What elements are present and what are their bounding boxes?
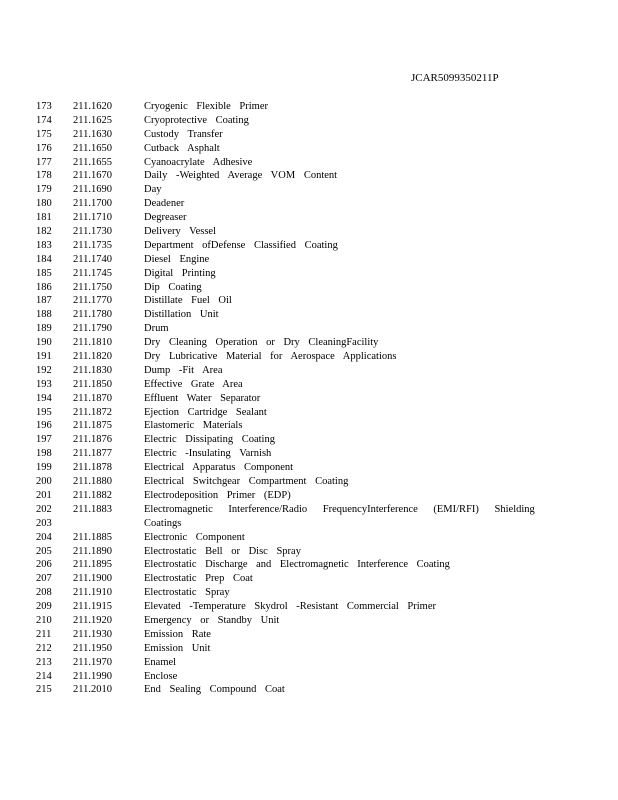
definition-row [0, 489, 618, 503]
defined-term: Electric -Insulating Varnish [144, 448, 272, 460]
line-number: 206 [36, 559, 52, 571]
defined-term: Deadener [144, 198, 185, 210]
definition-row [0, 253, 618, 267]
section-number: 211.1900 [73, 573, 112, 585]
definition-row [0, 308, 618, 322]
definition-row [0, 683, 618, 697]
line-number: 210 [36, 614, 52, 626]
line-number: 188 [36, 309, 52, 321]
defined-term: Enamel [144, 656, 177, 668]
line-number: 200 [36, 476, 52, 488]
definition-row [0, 183, 618, 197]
section-number: 211.1700 [73, 198, 112, 210]
defined-term: Effluent Water Separator [144, 392, 261, 404]
section-number: 211.1820 [73, 351, 112, 363]
defined-term: Day [144, 184, 162, 196]
definition-row [0, 461, 618, 475]
definition-row [0, 378, 618, 392]
line-number: 182 [36, 226, 52, 238]
section-number: 211.1920 [73, 614, 112, 626]
line-number: 183 [36, 239, 52, 251]
section-number: 211.1745 [73, 267, 112, 279]
definition-row [0, 628, 618, 642]
line-number: 197 [36, 434, 52, 446]
definition-row [0, 211, 618, 225]
section-number: 211.1780 [73, 309, 112, 321]
line-number: 195 [36, 406, 52, 418]
line-number: 181 [36, 212, 52, 224]
line-number: 214 [36, 670, 52, 682]
section-number: 211.1730 [73, 226, 112, 238]
defined-term: Emergency or Standby Unit [144, 614, 280, 626]
defined-term: Degreaser [144, 212, 187, 224]
defined-term: Distillation Unit [144, 309, 219, 321]
line-number: 194 [36, 392, 52, 404]
section-number: 211.1650 [73, 142, 112, 154]
line-number: 189 [36, 323, 52, 335]
section-number: 211.1970 [73, 656, 112, 668]
definition-row [0, 517, 618, 531]
section-number: 211.1810 [73, 337, 112, 349]
definition-row [0, 670, 618, 684]
line-number: 173 [36, 101, 52, 112]
defined-term: Effective Grate Area [144, 378, 243, 390]
defined-term: Department ofDefense Classified Coating [144, 239, 338, 251]
line-number: 178 [36, 170, 52, 182]
defined-term: Daily -Weighted Average VOM Content [144, 170, 338, 182]
definition-row [0, 336, 618, 350]
section-number: 211.1630 [73, 128, 112, 140]
definition-row [0, 419, 618, 433]
definition-row [0, 156, 618, 170]
line-number: 176 [36, 142, 52, 154]
defined-term: Elastomeric Materials [144, 420, 243, 432]
line-number: 204 [36, 531, 52, 543]
section-number: 211.1770 [73, 295, 112, 307]
section-number: 211.1625 [73, 114, 112, 126]
defined-term: Ejection Cartridge Sealant [144, 406, 267, 418]
section-number: 211.1655 [73, 156, 112, 168]
definition-row [0, 239, 618, 253]
defined-term: Electronic Component [144, 531, 245, 543]
definition-row [0, 614, 618, 628]
definition-row [0, 656, 618, 670]
section-number: 211.1690 [73, 184, 112, 196]
line-number: 196 [36, 420, 52, 432]
defined-term: Dump -Fit Area [144, 364, 223, 376]
line-number: 191 [36, 351, 52, 363]
defined-term: Electrical Apparatus Component [144, 462, 294, 474]
defined-term: Electrostatic Discharge and Electromagnetic Interference Coating [144, 559, 450, 571]
defined-term: Electric Dissipating Coating [144, 434, 275, 446]
defined-term: Electrical Switchgear Compartment Coating [144, 476, 349, 488]
defined-term: Emission Unit [144, 642, 211, 654]
definition-row [0, 586, 618, 600]
line-number: 186 [36, 281, 52, 293]
line-number: 215 [36, 684, 52, 696]
defined-term: Dip Coating [144, 281, 202, 293]
line-number: 209 [36, 601, 52, 613]
section-number: 211.1620 [73, 101, 112, 112]
section-number: 211.1850 [73, 378, 112, 390]
defined-term: Elevated -Temperature Skydrol -Resistant Commercial Primer [144, 601, 436, 613]
document-id: JCAR5099350211P [411, 72, 499, 84]
line-number: 177 [36, 156, 52, 168]
section-number: 211.1670 [73, 170, 112, 182]
defined-term: End Sealing Compound Coat [144, 684, 285, 696]
defined-term: Dry Lubricative Material for Aerospace Applications [144, 351, 397, 363]
section-number: 211.1885 [73, 531, 112, 543]
definition-row [0, 406, 618, 420]
section-number: 211.1750 [73, 281, 112, 293]
section-number: 211.2010 [73, 684, 112, 696]
defined-term: Electromagnetic Interference/Radio FrequencyInterference (EMI/RFI) Shielding [144, 503, 535, 515]
defined-term: Digital Printing [144, 267, 216, 279]
defined-term: Dry Cleaning Operation or Dry CleaningFacility [144, 337, 379, 349]
section-number: 211.1740 [73, 253, 112, 265]
line-number: 193 [36, 378, 52, 390]
definition-row [0, 392, 618, 406]
definition-row [0, 114, 618, 128]
line-number: 174 [36, 114, 52, 126]
definition-row [0, 475, 618, 489]
line-number: 205 [36, 545, 52, 557]
definition-row [0, 600, 618, 614]
defined-term: Emission Rate [144, 628, 211, 640]
section-number: 211.1990 [73, 670, 112, 682]
defined-term: Enclose [144, 670, 178, 682]
defined-term: Cutback Asphalt [144, 142, 220, 154]
definitions-list [0, 100, 618, 697]
definition-row [0, 169, 618, 183]
line-number: 213 [36, 656, 52, 668]
line-number: 208 [36, 587, 52, 599]
line-number: 202 [36, 503, 52, 515]
definition-row [0, 322, 618, 336]
definition-row [0, 558, 618, 572]
section-number: 211.1880 [73, 476, 112, 488]
defined-term: Delivery Vessel [144, 226, 216, 238]
defined-term: Electrostatic Prep Coat [144, 573, 253, 585]
section-number: 211.1877 [73, 448, 112, 460]
definition-row [0, 267, 618, 281]
line-number: 207 [36, 573, 52, 585]
definition-row [0, 197, 618, 211]
section-number: 211.1790 [73, 323, 112, 335]
section-number: 211.1878 [73, 462, 112, 474]
line-number: 192 [36, 364, 52, 376]
definition-row [0, 642, 618, 656]
line-number: 179 [36, 184, 52, 196]
defined-term: Cyanoacrylate Adhesive [144, 156, 253, 168]
section-number: 211.1870 [73, 392, 112, 404]
definition-row [0, 100, 618, 114]
defined-term: Electrostatic Bell or Disc Spray [144, 545, 301, 557]
line-number: 190 [36, 337, 52, 349]
line-number: 212 [36, 642, 52, 654]
definition-row [0, 281, 618, 295]
section-number: 211.1710 [73, 212, 112, 224]
definition-row [0, 364, 618, 378]
section-number: 211.1915 [73, 601, 112, 613]
defined-term: Diesel Engine [144, 253, 210, 265]
section-number: 211.1930 [73, 628, 112, 640]
line-number: 211 [36, 628, 52, 640]
defined-term: Distillate Fuel Oil [144, 295, 232, 307]
line-number: 184 [36, 253, 52, 265]
defined-term: Coatings [144, 517, 182, 529]
line-number: 199 [36, 462, 52, 474]
definition-row [0, 545, 618, 559]
definition-row [0, 142, 618, 156]
defined-term: Drum [144, 323, 169, 335]
section-number: 211.1910 [73, 587, 112, 599]
definition-row [0, 503, 618, 517]
section-number: 211.1735 [73, 239, 112, 251]
section-number: 211.1872 [73, 406, 112, 418]
definition-row [0, 128, 618, 142]
defined-term: Electrostatic Spray [144, 587, 230, 599]
section-number: 211.1890 [73, 545, 112, 557]
line-number: 198 [36, 448, 52, 460]
line-number: 180 [36, 198, 52, 210]
defined-term: Cryogenic Flexible Primer [144, 101, 268, 112]
definition-row [0, 433, 618, 447]
section-number: 211.1876 [73, 434, 112, 446]
definition-row [0, 294, 618, 308]
defined-term: Cryoprotective Coating [144, 114, 249, 126]
line-number: 175 [36, 128, 52, 140]
line-number: 203 [36, 517, 52, 529]
definition-row [0, 350, 618, 364]
line-number: 201 [36, 489, 52, 501]
line-number: 187 [36, 295, 52, 307]
section-number: 211.1882 [73, 489, 112, 501]
line-number: 185 [36, 267, 52, 279]
definition-row [0, 572, 618, 586]
definition-row [0, 447, 618, 461]
section-number: 211.1895 [73, 559, 112, 571]
section-number: 211.1875 [73, 420, 112, 432]
defined-term: Electrodeposition Primer (EDP) [144, 489, 291, 501]
definition-row [0, 225, 618, 239]
defined-term: Custody Transfer [144, 128, 223, 140]
definition-row [0, 531, 618, 545]
section-number: 211.1883 [73, 503, 112, 515]
section-number: 211.1950 [73, 642, 112, 654]
section-number: 211.1830 [73, 364, 112, 376]
